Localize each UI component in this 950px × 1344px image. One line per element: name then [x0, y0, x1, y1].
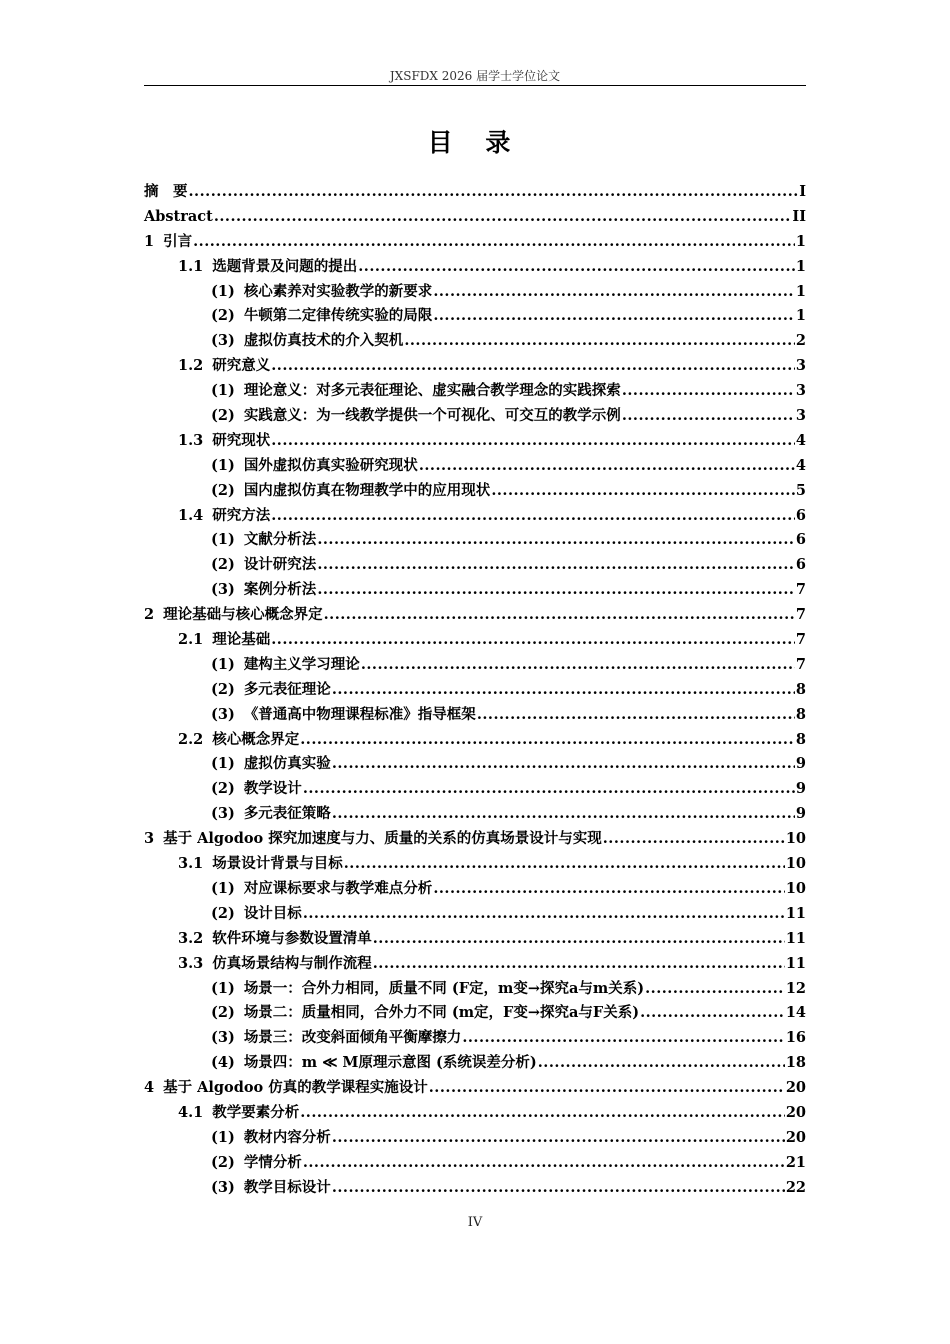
- toc-entry[interactable]: [144, 1051, 806, 1076]
- toc-dot-leader: [373, 952, 785, 977]
- toc-entry-number: (2): [211, 307, 235, 325]
- toc-entry-title: 核心素养对实验教学的新要求: [243, 282, 433, 300]
- toc-entry[interactable]: [144, 902, 806, 927]
- toc-entry-page: 20: [785, 1103, 806, 1121]
- toc-dot-leader: [622, 404, 795, 429]
- toc-entry[interactable]: [144, 1101, 806, 1126]
- toc-entry[interactable]: [144, 703, 806, 728]
- toc-entry[interactable]: [144, 180, 806, 205]
- toc-entry-page: 14: [785, 1004, 806, 1022]
- toc-entry-page: 1: [795, 232, 806, 250]
- toc-entry-number: 2.1: [178, 631, 204, 649]
- toc-entry[interactable]: [144, 827, 806, 852]
- toc-entry[interactable]: [144, 230, 806, 255]
- toc-entry-number: (1): [211, 282, 235, 300]
- toc-entry-page: 4: [795, 431, 806, 449]
- toc-entry-number: 3.1: [178, 855, 204, 873]
- toc-dot-leader: [300, 1101, 785, 1126]
- toc-dot-leader: [462, 1026, 785, 1051]
- toc-entry-number: (2): [211, 680, 235, 698]
- toc-entry[interactable]: [144, 1076, 806, 1101]
- toc-entry-title: 教材内容分析: [243, 1128, 331, 1146]
- toc-dot-leader: [358, 255, 795, 280]
- toc-entry-page: 10: [785, 855, 806, 873]
- toc-entry-title: 理论基础与核心概念界定: [163, 606, 323, 624]
- toc-dot-leader: [373, 927, 785, 952]
- toc-entry[interactable]: [144, 454, 806, 479]
- toc-entry[interactable]: [144, 578, 806, 603]
- toc-dot-leader: [303, 902, 785, 927]
- toc-dot-leader: [433, 877, 785, 902]
- toc-dot-leader: [271, 429, 795, 454]
- toc-entry[interactable]: [144, 628, 806, 653]
- toc-entry-title: 场景二：质量相同，合外力不同 (m定，F变→探究a与F关系): [243, 1004, 640, 1022]
- toc-entry-page: 11: [785, 904, 806, 922]
- toc-entry-number: 3.2: [178, 929, 204, 947]
- toc-entry[interactable]: [144, 653, 806, 678]
- toc-dot-leader: [332, 678, 795, 703]
- toc-entry[interactable]: [144, 802, 806, 827]
- toc-entry[interactable]: [144, 280, 806, 305]
- toc-entry-number: (2): [211, 481, 235, 499]
- toc-entry[interactable]: [144, 504, 806, 529]
- toc-entry-page: 1: [795, 307, 806, 325]
- toc-entry-title: 研究方法: [212, 506, 271, 524]
- toc-entry-page: 18: [785, 1054, 806, 1072]
- toc-entry-title: 虚拟仿真实验: [243, 755, 331, 773]
- toc-entry-number: (3): [211, 705, 235, 723]
- toc-dot-leader: [303, 777, 795, 802]
- toc-dot-leader: [189, 180, 799, 205]
- toc-entry[interactable]: [144, 952, 806, 977]
- toc-entry-number: (1): [211, 456, 235, 474]
- toc-entry-title: 仿真场景结构与制作流程: [212, 954, 372, 972]
- toc-entry-number: (1): [211, 531, 235, 549]
- toc-dot-leader: [193, 230, 795, 255]
- toc-entry[interactable]: [144, 1026, 806, 1051]
- toc-entry-page: 2: [795, 332, 806, 350]
- toc-entry[interactable]: [144, 553, 806, 578]
- toc-entry-title: 软件环境与参数设置清单: [212, 929, 372, 947]
- toc-entry-number: 3.3: [178, 954, 204, 972]
- toc-entry-page: 7: [795, 631, 806, 649]
- toc-entry-title: 场景一：合外力相同，质量不同 (F定，m变→探究a与m关系): [243, 979, 645, 997]
- toc-entry-page: 5: [795, 481, 806, 499]
- toc-entry-page: 3: [795, 357, 806, 375]
- toc-entry-title: 基于 Algodoo 探究加速度与力、质量的关系的仿真场景设计与实现: [163, 830, 602, 848]
- toc-entry-page: 1: [795, 282, 806, 300]
- toc-entry-title: 牛顿第二定律传统实验的局限: [243, 307, 433, 325]
- toc-entry-page: 12: [785, 979, 806, 997]
- toc-dot-leader: [429, 1076, 785, 1101]
- toc-entry-number: (3): [211, 1029, 235, 1047]
- toc-entry-page: 11: [785, 954, 806, 972]
- toc-entry-number: 4: [144, 1079, 155, 1097]
- toc-entry-number: (2): [211, 780, 235, 798]
- toc-entry-title: 教学要素分析: [212, 1103, 300, 1121]
- toc-entry-page: 7: [795, 606, 806, 624]
- toc-dot-leader: [271, 354, 795, 379]
- toc-entry-title: 研究现状: [212, 431, 271, 449]
- toc-entry[interactable]: [144, 255, 806, 280]
- toc-entry[interactable]: [144, 354, 806, 379]
- toc-dot-leader: [271, 504, 795, 529]
- toc-entry-page: 9: [795, 780, 806, 798]
- toc-dot-leader: [332, 1176, 785, 1201]
- toc-entry-page: 16: [785, 1029, 806, 1047]
- toc-entry-number: 1.4: [178, 506, 204, 524]
- toc-entry-page: 7: [795, 655, 806, 673]
- toc-entry-title: 设计研究法: [243, 556, 317, 574]
- toc-entry[interactable]: [144, 777, 806, 802]
- toc-entry-page: 8: [795, 730, 806, 748]
- toc-entry-title: 研究意义: [212, 357, 271, 375]
- toc-entry-title: 教学设计: [243, 780, 302, 798]
- toc-entry-page: I: [799, 183, 806, 200]
- toc-entry-title: 教学目标设计: [243, 1178, 331, 1196]
- toc-entry[interactable]: [144, 752, 806, 777]
- toc-dot-leader: [538, 1051, 785, 1076]
- toc-dot-leader: [303, 1151, 785, 1176]
- toc-dot-leader: [361, 653, 795, 678]
- toc-entry[interactable]: [144, 877, 806, 902]
- toc-entry-page: 6: [795, 531, 806, 549]
- toc-entry-page: 9: [795, 755, 806, 773]
- toc-entry-number: (4): [211, 1054, 235, 1072]
- toc-entry-page: 8: [795, 705, 806, 723]
- toc-entry-page: 3: [795, 407, 806, 425]
- toc-entry[interactable]: [144, 977, 806, 1002]
- toc-entry-number: (2): [211, 556, 235, 574]
- toc-entry-title: 摘 要: [144, 183, 188, 200]
- toc-entry[interactable]: [144, 205, 806, 230]
- toc-entry-page: 1: [795, 257, 806, 275]
- toc-entry-number: (3): [211, 581, 235, 599]
- toc-entry[interactable]: [144, 728, 806, 753]
- toc-entry-number: (3): [211, 1178, 235, 1196]
- toc-entry-page: 20: [785, 1079, 806, 1097]
- toc-entry-title: Abstract: [144, 207, 213, 225]
- toc-entry-number: 2: [144, 606, 155, 624]
- toc-entry-title: 引言: [163, 232, 193, 250]
- toc-entry-title: 国内虚拟仿真在物理教学中的应用现状: [243, 481, 491, 499]
- toc-entry[interactable]: [144, 927, 806, 952]
- toc-entry-title: 基于 Algodoo 仿真的教学课程实施设计: [163, 1079, 428, 1097]
- toc-dot-leader: [404, 329, 795, 354]
- toc-entry[interactable]: [144, 429, 806, 454]
- toc-entry[interactable]: [144, 404, 806, 429]
- toc-dot-leader: [214, 205, 792, 230]
- toc-dot-leader: [344, 852, 785, 877]
- toc-entry-title: 场景三：改变斜面倾角平衡摩擦力: [243, 1029, 462, 1047]
- toc-entry-number: (1): [211, 655, 235, 673]
- toc-entry-number: (2): [211, 407, 235, 425]
- toc-entry-page: 3: [795, 382, 806, 400]
- toc-entry-number: (1): [211, 755, 235, 773]
- toc-entry-number: 1: [144, 232, 155, 250]
- toc-entry[interactable]: [144, 603, 806, 628]
- toc-list: [144, 180, 806, 1201]
- toc-entry-page: 10: [785, 879, 806, 897]
- toc-entry-title: 文献分析法: [243, 531, 317, 549]
- toc-entry-number: 1.1: [178, 257, 204, 275]
- toc-dot-leader: [300, 728, 795, 753]
- toc-dot-leader: [622, 379, 795, 404]
- toc-entry-page: 7: [795, 581, 806, 599]
- toc-entry-page: 8: [795, 680, 806, 698]
- toc-entry-title: 场景四：m ≪ M原理示意图 (系统误差分析): [243, 1054, 537, 1072]
- toc-entry[interactable]: [144, 1001, 806, 1026]
- toc-entry-title: 场景设计背景与目标: [212, 855, 343, 873]
- toc-entry-number: 3: [144, 830, 155, 848]
- toc-entry-number: (1): [211, 382, 235, 400]
- toc-entry-number: (1): [211, 979, 235, 997]
- toc-entry-number: (2): [211, 1004, 235, 1022]
- toc-entry[interactable]: [144, 1176, 806, 1201]
- toc-entry[interactable]: [144, 528, 806, 553]
- toc-dot-leader: [603, 827, 785, 852]
- toc-entry-page: 6: [795, 506, 806, 524]
- toc-dot-leader: [419, 454, 795, 479]
- toc-entry-number: 1.3: [178, 431, 204, 449]
- toc-entry-number: (1): [211, 879, 235, 897]
- toc-title: 目 录: [427, 128, 523, 157]
- toc-entry-page: 20: [785, 1128, 806, 1146]
- toc-entry-title: 对应课标要求与教学难点分析: [243, 879, 433, 897]
- toc-entry[interactable]: [144, 852, 806, 877]
- toc-entry-title: 核心概念界定: [212, 730, 300, 748]
- toc-entry-page: 11: [785, 929, 806, 947]
- toc-entry-title: 虚拟仿真技术的介入契机: [243, 332, 404, 350]
- toc-entry-number: 1.2: [178, 357, 204, 375]
- toc-entry[interactable]: [144, 479, 806, 504]
- toc-entry-title: 案例分析法: [243, 581, 317, 599]
- toc-dot-leader: [324, 603, 795, 628]
- toc-dot-leader: [645, 977, 785, 1002]
- toc-dot-leader: [317, 578, 795, 603]
- toc-entry[interactable]: [144, 1151, 806, 1176]
- toc-entry-title: 实践意义：为一线教学提供一个可视化、可交互的教学示例: [243, 407, 621, 425]
- toc-entry-page: II: [792, 207, 806, 225]
- toc-dot-leader: [491, 479, 795, 504]
- toc-entry-number: (3): [211, 805, 235, 823]
- page-header: JXSFDX 2026 届学士学位论文: [144, 68, 806, 86]
- toc-dot-leader: [271, 628, 795, 653]
- toc-dot-leader: [332, 1126, 785, 1151]
- toc-dot-leader: [640, 1001, 785, 1026]
- toc-entry-page: 6: [795, 556, 806, 574]
- toc-dot-leader: [332, 802, 795, 827]
- toc-entry-title: 多元表征策略: [243, 805, 331, 823]
- toc-entry[interactable]: [144, 379, 806, 404]
- toc-entry[interactable]: [144, 304, 806, 329]
- toc-entry-title: 设计目标: [243, 904, 302, 922]
- page-number: IV: [467, 1215, 483, 1230]
- toc-entry-page: 9: [795, 805, 806, 823]
- toc-entry-title: 建构主义学习理论: [243, 655, 360, 673]
- toc-dot-leader: [433, 304, 795, 329]
- toc-entry-page: 4: [795, 456, 806, 474]
- toc-entry[interactable]: [144, 329, 806, 354]
- toc-entry-number: 2.2: [178, 730, 204, 748]
- toc-entry-title: 国外虚拟仿真实验研究现状: [243, 456, 418, 474]
- toc-entry-title: 学情分析: [243, 1153, 302, 1171]
- toc-entry-page: 21: [785, 1153, 806, 1171]
- toc-entry-title: 理论意义：对多元表征理论、虚实融合教学理念的实践探索: [243, 382, 621, 400]
- toc-dot-leader: [332, 752, 795, 777]
- toc-entry-number: (2): [211, 1153, 235, 1171]
- toc-entry[interactable]: [144, 678, 806, 703]
- toc-entry-title: 选题背景及问题的提出: [212, 257, 358, 275]
- toc-entry-number: (2): [211, 904, 235, 922]
- toc-dot-leader: [477, 703, 795, 728]
- toc-entry-title: 多元表征理论: [243, 680, 331, 698]
- toc-entry-page: 10: [785, 830, 806, 848]
- toc-entry-number: (1): [211, 1128, 235, 1146]
- toc-dot-leader: [317, 528, 795, 553]
- toc-dot-leader: [433, 280, 795, 305]
- toc-entry-title: 理论基础: [212, 631, 271, 649]
- toc-entry-title: 《普通高中物理课程标准》指导框架: [243, 705, 476, 723]
- toc-entry[interactable]: [144, 1126, 806, 1151]
- toc-dot-leader: [317, 553, 795, 578]
- toc-entry-number: 4.1: [178, 1103, 204, 1121]
- toc-entry-page: 22: [785, 1178, 806, 1196]
- toc-entry-number: (3): [211, 332, 235, 350]
